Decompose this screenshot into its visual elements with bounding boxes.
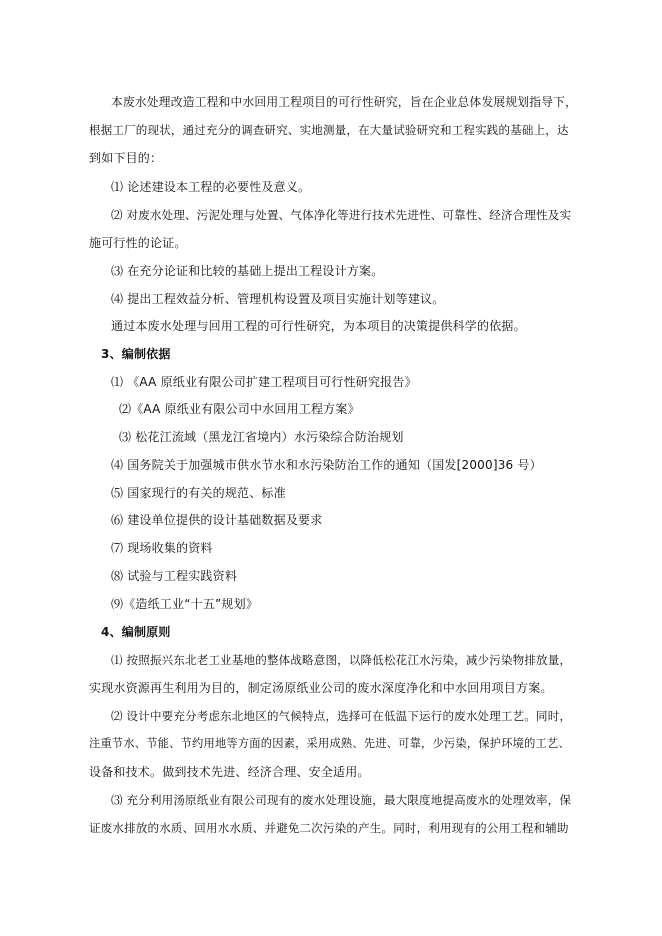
text-line: 根据工厂的现状，通过充分的调查研究、实地测量，在大量试验研究和工程实践的基础上，达	[89, 123, 569, 137]
text-line: 到如下目的：	[89, 151, 163, 165]
text-line: 施可行性的论证。	[89, 236, 187, 250]
text-line: 设备和技术。做到技术先进、经济合理、安全适用。	[89, 765, 370, 779]
text-line: ⑶ 在充分论证和比较的基础上提出工程设计方案。	[111, 264, 384, 278]
text-line: ⑷ 提出工程效益分析、管理机构设置及项目实施计划等建议。	[111, 292, 445, 306]
text-line: 通过本废水处理与回用工程的可行性研究，为本项目的决策提供科学的依据。	[111, 319, 526, 333]
text-line: ⑵《AA 原纸业有限公司中水回用工程方案》	[119, 402, 360, 416]
text-line: ⑸ 国家现行的有关的规范、标准	[111, 486, 286, 500]
text-line: ⑷ 国务院关于加强城市供水节水和水污染防治工作的通知（国发[2000]36 号）	[111, 458, 542, 472]
text-line: ⑴ 按照振兴东北老工业基地的整体战略意图，以降低松花江水污染，减少污染物排放量，	[111, 653, 572, 667]
section-heading: 3、编制依据	[101, 347, 171, 361]
text-line: 注重节水、节能、节约用地等方面的因素，采用成熟、先进、可靠，少污染，保护环境的工艺、	[89, 737, 570, 750]
text-line: ⑶ 充分利用汤原纸业有限公司现有的废水处理设施，最大限度地提高废水的处理效率，保	[111, 793, 572, 807]
text-line: ⑼《造纸工业“十五”规划》	[111, 597, 259, 611]
text-line: ⑵ 设计中要充分考虑东北地区的气候特点，选择可在低温下运行的废水处理工艺。同时，	[111, 709, 572, 723]
text-line: ⑶ 松花江流域（黑龙江省境内）水污染综合防治规划	[119, 430, 404, 444]
text-line: ⑹ 建设单位提供的设计基础数据及要求	[111, 513, 323, 527]
text-line: ⑴ 论述建设本工程的必要性及意义。	[111, 180, 311, 194]
text-line: ⑻ 试验与工程实践资料	[111, 569, 238, 583]
section-heading: 4、编制原则	[101, 625, 171, 639]
text-line: ⑺ 现场收集的资料	[111, 541, 213, 555]
text-line: 证废水排放的水质、回用水水质、并避免二次污染的产生。同时，利用现有的公用工程和辅助	[89, 821, 569, 835]
text-line: 实现水资源再生利用为目的，制定汤原纸业公司的废水深度净化和中水回用项目方案。	[89, 681, 553, 695]
text-line: 本废水处理改造工程和中水回用工程项目的可行性研究，旨在企业总体发展规划指导下，	[111, 95, 578, 109]
text-line: ⑵ 对废水处理、污泥处理与处置、气体净化等进行技术先进性、可靠性、经济合理性及实	[111, 208, 572, 222]
text-line: ⑴ 《AA 原纸业有限公司扩建工程项目可行性研究报告》	[111, 375, 417, 389]
